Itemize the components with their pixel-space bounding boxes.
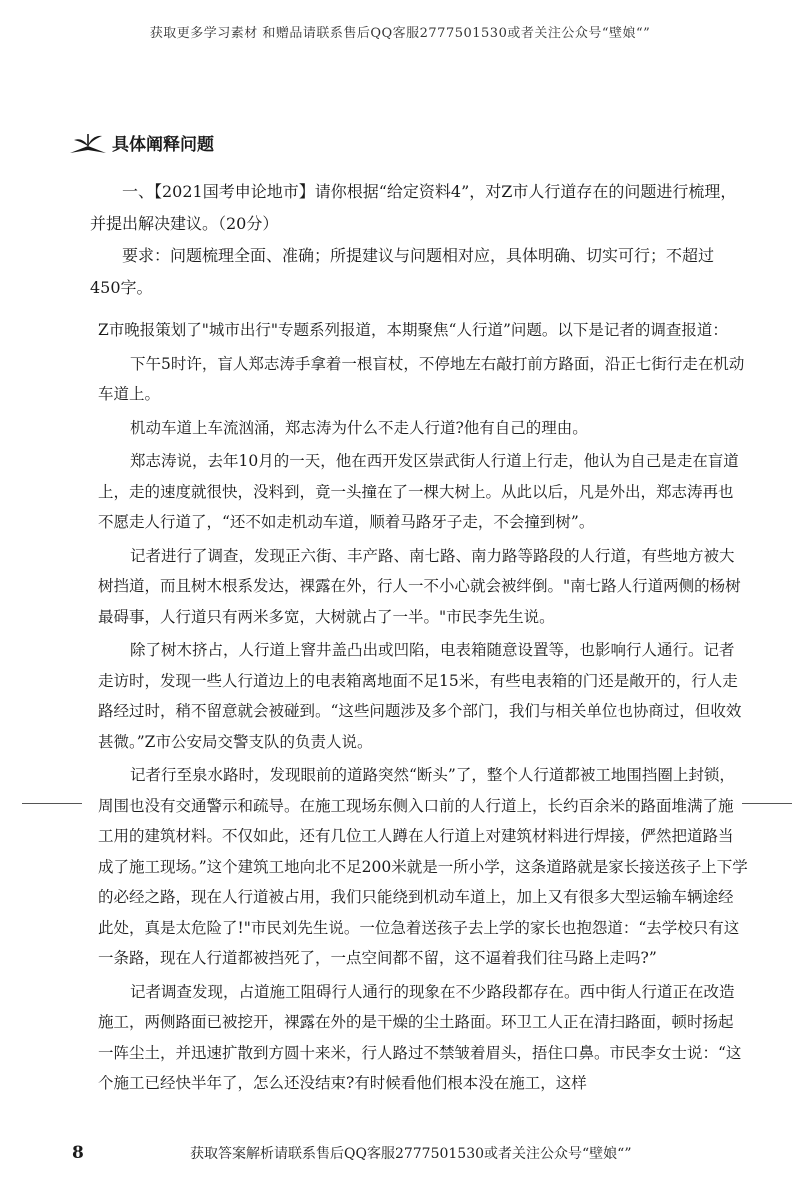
scan-line-right <box>742 803 792 804</box>
material-paragraph: 郑志涛说，去年10月的一天，他在西开发区崇武街人行道上行走，他认为自己是走在盲道上，走的速度就很快，没料到，竟一头撞在了一棵大树上。从此以后，凡是外出，郑志涛再也不愿走人行道了，“还不如走机动车道，顺着马路牙子走，不会撞到树”。 <box>98 452 739 531</box>
question-block <box>90 176 740 304</box>
material-paragraph: 记者进行了调查，发现正六街、丰产路、南七路、南力路等路段的人行道，有些地方被大树挡道，而且树木根系发达，裸露在外，行人一不小心就会被绊倒。"南七路人行道两侧的杨树最碍事，人行道只有两米多宽，大树就占了一半。"市民李先生说。 <box>98 546 741 626</box>
question-requirement: 要求：问题梳理全面、准确；所提建议与问题相对应，具体明确、切实可行；不超过450字。 <box>90 246 715 297</box>
material-paragraph: 记者调查发现，占道施工阻碍行人通行的现象在不少路段都存在。西中街人行道正在改造施工，两侧路面已被挖开，裸露在外的是干燥的尘土路面。环卫工人正在清扫路面，顿时扬起一阵尘土，并迅速扩散到方圆十来米，行人路过不禁皱着眉头，捂住口鼻。市民李女士说：“这个施工已经快半年了，怎么还没结束?有时候看他们根本没在施工，这样 <box>98 982 742 1092</box>
footer-note: 获取答案解析请联系售后QQ客服2777501530或者关注公众号“壁娘“” <box>190 1146 632 1162</box>
header-note: 获取更多学习素材 和赠品请联系售后QQ客服2777501530或者关注公众号“壁娘“” <box>149 26 651 41</box>
scan-line-left <box>22 803 82 804</box>
book-plant-icon <box>68 131 108 155</box>
material-paragraph: 记者行至泉水路时，发现眼前的道路突然“断头”了，整个人行道都被工地围挡圈上封锁，周围也没有交通警示和疏导。在施工现场东侧入口前的人行道上，长约百余米的路面堆满了施工用的建筑材料。不仅如此，还有几位工人蹲在人行道上对建筑材料进行焊接，俨然把道路当成了施工现场。”这个建筑工地向北不足200米就是一所小学，这条道路就是家长接送孩子上下学的必经之路，现在人行道被占用，我们只能绕到机动车道上，加上又有很多大型运输车辆途经此处，真是太危险了!"市民刘先生说。一位急着送孩子去上学的家长也抱怨道：“去学校只有这一条路，现在人行道都被挡死了，一点空间都不留，这不逼着我们往马路上走吗?” <box>98 766 748 967</box>
material-text <box>98 315 748 1102</box>
page-number: 8 <box>72 1143 84 1163</box>
question-prompt: 一、【2021国考申论地市】请你根据“给定资料4”，对Z市人行道存在的问题进行梳理，并提出解决建议。（20分） <box>90 182 737 233</box>
section-title <box>68 130 214 155</box>
material-paragraph: 除了树木挤占，人行道上窨井盖凸出或凹陷，电表箱随意设置等，也影响行人通行。记者走访时，发现一些人行道边上的电表箱离地面不足15米，有些电表箱的门还是敞开的，行人走路经过时，稍不留意就会被碰到。“这些问题涉及多个部门，我们与相关单位也协商过，但收效甚微。”Z市公安局交警支队的负责人说。 <box>98 641 742 751</box>
material-paragraph: Z市晚报策划了"城市出行"专题系列报道，本期聚焦“人行道”问题。以下是记者的调查报道： <box>98 321 728 339</box>
section-title-text: 具体阐释问题 <box>112 135 214 155</box>
material-paragraph: 机动车道上车流汹涌，郑志涛为什么不走人行道?他有自己的理由。 <box>130 418 588 437</box>
material-paragraph: 下午5时许，盲人郑志涛手拿着一根盲杖，不停地左右敲打前方路面，沿正七街行走在机动车道上。 <box>98 354 745 403</box>
